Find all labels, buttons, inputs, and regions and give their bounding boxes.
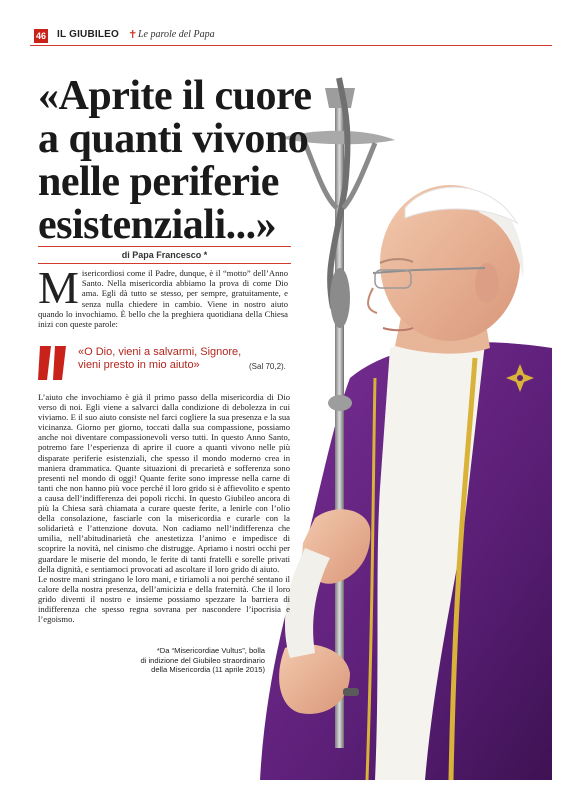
source-line: di indizione del Giubileo straordinario bbox=[140, 655, 265, 665]
section-title: IL GIUBILEO bbox=[57, 29, 120, 40]
article-headline bbox=[38, 75, 338, 247]
headline-line: a quanti vivono bbox=[38, 116, 309, 162]
page-header bbox=[30, 27, 552, 46]
section-subtitle: Le parole del Papa bbox=[138, 29, 215, 40]
drop-cap: M bbox=[38, 262, 79, 313]
source-line: della Misericordia (11 aprile 2015) bbox=[151, 665, 265, 674]
body-paragraph: Le nostre mani stringano le loro mani, e tiriamoli a noi perché sentano il calore della nostra presenza, dell’amicizia e della fraternità. Che il loro grido diventi il nostro e insieme possiamo spezzare la barriera di indifferenza che spesso regna sovrana per nascondere l’ipocrisia e l’egoismo. bbox=[38, 573, 290, 625]
intro-paragraph bbox=[38, 262, 288, 330]
page-number: 46 bbox=[35, 31, 46, 41]
headline-line: «Aprite il cuore bbox=[38, 73, 312, 119]
headline-line: esistenziali...» bbox=[38, 202, 277, 248]
quote-line: «O Dio, vieni a salvarmi, Signore, bbox=[78, 346, 242, 358]
pull-quote bbox=[38, 346, 298, 382]
quote-mark-icon bbox=[38, 346, 68, 380]
quote-text bbox=[78, 346, 241, 372]
byline-divider-top bbox=[38, 246, 291, 247]
quote-line: vieni presto in mio aiuto» bbox=[78, 359, 200, 371]
cross-icon: ✝ bbox=[128, 28, 138, 41]
source-line: *Da “Misericordiae Vultus”, bolla bbox=[156, 646, 265, 655]
article-body bbox=[38, 392, 290, 624]
quote-reference: (Sal 70,2). bbox=[249, 362, 286, 371]
intro-text: isericordiosi come il Padre, dunque, è il “motto” dell’Anno Santo. Nella misericordia abbiamo la prova di come Dio ama. Egli dà tutto se stesso, per sempre, gratuitamente, e senza nulla chiedere in cambio. Viene in nostro aiuto quando lo invochiamo. È bello che la preghiera quotidiana della Chiesa inizi con queste parole: bbox=[38, 268, 288, 330]
byline: di Papa Francesco * bbox=[121, 250, 208, 260]
headline-line: nelle periferie bbox=[38, 159, 279, 205]
body-paragraph: L’aiuto che invochiamo è già il primo passo della misericordia di Dio verso di noi. Egli viene a salvarci dalla condizione di debolezza in cui viviamo. E il suo aiuto consiste nel farci cogliere la sua presenza e la sua vicinanza. Giorno per giorno, toccati dalla sua compassione, possiamo anche noi diventare compassionevoli verso tutti. In questo Anno Santo, potremo fare l’esperienza di aprire il cuore a quanti vivono nelle più disparate periferie esistenziali, che spesso il mondo moderno crea in maniera drammatica. Quante situazioni di precarietà e sofferenza sono presenti nel mondo di oggi! Quante ferite sono impresse nella carne di tanti che non hanno più voce perché il loro grido si è affievolito e spento a causa dell’indifferenza dei popoli ricchi. In questo Giubileo ancora di più la Chiesa sarà chiamata a curare queste ferite, a lenirle con l’olio della consolazione, fasciarle con la misericordia e curarle con la solidarietà e l’attenzione dovuta. Non cadiamo nell’indifferenza che umilia, nell’abitudinarietà che anestetizza l’animo e impedisce di scoprire la novità, nel cinismo che distrugge. Apriamo i nostri occhi per guardare le miserie del mondo, le ferite di tanti fratelli e sorelle privati della dignità, e sentiamoci provocati ad ascoltare il loro grido di aiuto. bbox=[38, 392, 290, 574]
source-note bbox=[138, 646, 265, 675]
